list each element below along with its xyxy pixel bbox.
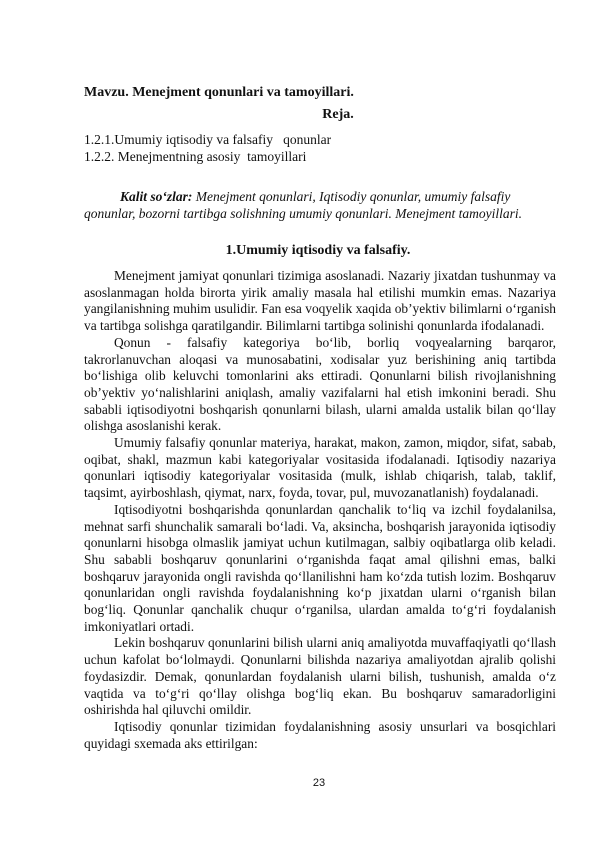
body-paragraph: Lekin boshqaruv qonunlarini bilish ularni aniq amaliyotda muvaffaqiyatli qo‘llash uchun kafolat bo‘lolmaydi. Qonunlarni bilishda nazariya amaliyotdan ajralib qolishi foydasizdir. Demak, qonunlardan foydalanish ularni bilish, tushunish, amalda o‘z vaqtida va to‘g‘ri qo‘llay olishga bog‘liq ekan. Bu boshqaruv samaradorligini oshirishda hal qiluvchi omildir. (84, 635, 556, 718)
plan-list (84, 131, 331, 165)
keywords-paragraph (84, 188, 556, 222)
plan-item: 1.2.2. Menejmentning asosiy tamoyillari (84, 149, 307, 164)
body-paragraph: Iqtisodiyotni boshqarishda qonunlardan qanchalik to‘liq va izchil foydalanilsa, mehnat sarfi shunchalik samarali bo‘ladi. Va, aksincha, boshqarish jarayonida iqtisodiy qonunlarni hisobga olmaslik jamiyat uchun kutilmagan, salbiy oqibatlarga olib keladi. Shu sababli boshqaruv qonunlarini o‘rganishda faqat amal qilishni emas, balki boshqaruv jarayonida ongli ravishda qo‘llanilishni ham ko‘zda tutish lozim. Boshqaruv qonunlaridan ongli ravishda foydalanishning ko‘p jixatdan ularni o‘rganish bilan bog‘liq. Qonunlar qanchalik chuqur o‘rganilsa, ulardan amalda to‘g‘ri foydalanish imkoniyatlari ortadi. (84, 501, 556, 634)
keywords-label: Kalit so‘zlar: (120, 189, 193, 204)
section-heading: 1.Umumiy iqtisodiy va falsafiy. (225, 243, 411, 258)
plan-heading: Reja. (322, 107, 354, 122)
plan-item: 1.2.1.Umumiy iqtisodiy va falsafiy qonunlar (84, 132, 332, 147)
page-number: 23 (312, 777, 326, 789)
body-text (84, 268, 556, 752)
body-paragraph: Menejment jamiyat qonunlari tizimiga asoslanadi. Nazariy jixatdan tushunmay va asoslanmagan holda birorta yirik amaliy masala hal etilishi mumkin emas. Nazariya yangilanishning muhim usulidir. Fan esa voqyelik xaqida ob’yektiv bilimlarni o‘rganish va tartibga solishga qaratilgandir. Bilimlarni tartibga solinishi qonunlarda ifodalanadi. (84, 268, 556, 334)
document-title: Mavzu. Menejment qonunlari va tamoyillari. (84, 85, 354, 100)
body-paragraph: Iqtisodiy qonunlar tizimidan foydalanishning asosiy unsurlari va bosqichlari quyidagi sxemada aks ettirilgan: (84, 718, 556, 751)
body-paragraph: Umumiy falsafiy qonunlar materiya, harakat, makon, zamon, miqdor, sifat, sabab, oqibat, shakl, mazmun kabi kategoriyalar vositasida ifodalanadi. Iqtisodiy nazariya qonunlari iqtisodiy kategoriyalar vositasida (mulk, ishlab chiqarish, talab, taklif, taqsimt, ayirboshlash, qiymat, narx, foyda, tovar, pul, muvozanatlanish) foydalanadi. (84, 435, 556, 501)
keywords-text: Menejment qonunlari, Iqtisodiy qonunlar, umumiy falsafiy qonunlar, bozorni tartibga solishning umumiy qonunlari. Menejment tamoyillari. (84, 189, 522, 221)
body-paragraph: Qonun - falsafiy kategoriya bo‘lib, borliq voqyealarning barqaror, takrorlanuvchan aloqasi va munosabatini, xodisalar yuz berishining aniq tartibda bo‘lishiga olib keluvchi tomonlarini aks ettiradi. Qonunlarni bilish rivojlanishning ob’yektiv yo‘nalishlarini aniqlash, amaliy vazifalarni hal etish imkonini beradi. Shu sababli iqtisodiyotni boshqarish qonunlarni bilash, ularni amalda ustalik bilan qo‘llay olishga asoslanishi kerak. (84, 334, 556, 434)
